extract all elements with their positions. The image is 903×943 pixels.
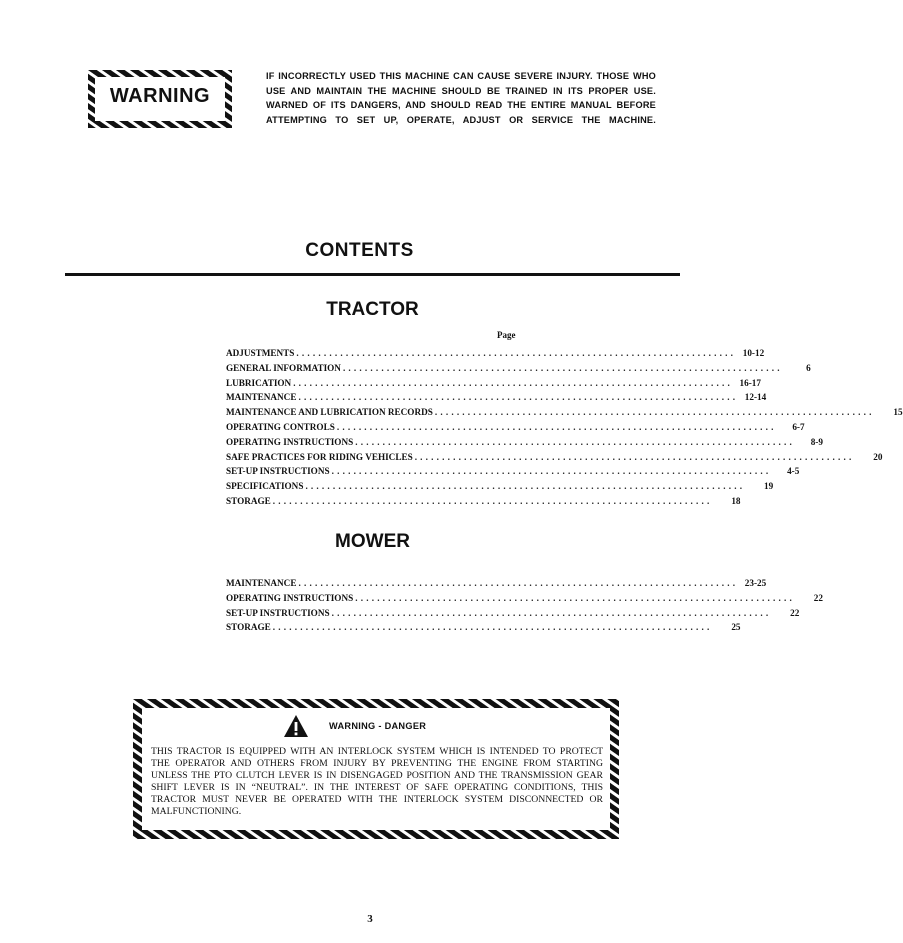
toc-entry — [226, 591, 823, 606]
toc-leader-dots: ................................................................................ — [355, 592, 795, 603]
warning-box — [88, 70, 232, 128]
tractor-section-title: TRACTOR — [326, 299, 419, 320]
toc-entry — [226, 479, 774, 494]
divider — [65, 273, 680, 276]
toc-entry-page: 20 — [873, 451, 883, 462]
toc-leader-dots: ................................................................................ — [336, 421, 777, 432]
toc-entry-label: OPERATING CONTROLS — [226, 421, 335, 432]
danger-text-line: MALFUNCTIONING. — [151, 806, 242, 817]
danger-box — [133, 699, 619, 839]
toc-leader-dots: ................................................................................ — [434, 407, 875, 418]
toc-entry — [226, 420, 805, 435]
warning-text-line: IF INCORRECTLY USED THIS MACHINE CAN CAUSE SEVERE INJURY. THOSE WHO — [266, 71, 656, 81]
toc-entry-label: LUBRICATION — [226, 377, 292, 388]
toc-entry — [226, 435, 823, 450]
toc-entry-page: 12-14 — [744, 392, 767, 403]
toc-entry-page: 15 — [893, 407, 903, 418]
toc-entry-label: ADJUSTMENTS — [226, 348, 295, 358]
toc-leader-dots: ................................................................................ — [272, 622, 713, 633]
warning-label: WARNING — [109, 85, 211, 107]
warning-text-line: USE AND MAINTAIN THE MACHINE SHOULD BE TRAINED IN ITS PROPER USE. — [266, 85, 656, 96]
toc-entry — [226, 494, 741, 509]
toc-leader-dots: ................................................................................ — [305, 481, 746, 492]
toc-entry — [226, 576, 767, 591]
contents-title: CONTENTS — [305, 240, 414, 261]
toc-leader-dots: ................................................................................ — [331, 607, 772, 618]
toc-entry-page: 19 — [764, 481, 774, 492]
toc-entry — [226, 361, 811, 376]
toc-leader-dots: ................................................................................ — [296, 348, 737, 358]
toc-entry-label: SPECIFICATIONS — [226, 481, 304, 492]
toc-entry-label: OPERATING INSTRUCTIONS — [226, 436, 354, 447]
toc-entry-page: 10-12 — [742, 348, 765, 358]
warning-text-line: ATTEMPTING TO SET UP, OPERATE, ADJUST OR SERVICE THE MACHINE. — [266, 114, 656, 125]
toc-entry — [226, 450, 883, 465]
toc-entry-page: 4-5 — [787, 466, 800, 477]
page-number: 3 — [367, 913, 373, 925]
toc-entry — [226, 346, 765, 361]
toc-entry-page: 6 — [806, 362, 811, 373]
toc-leader-dots: ................................................................................ — [342, 362, 783, 373]
toc-entry-page: 6-7 — [792, 421, 805, 432]
toc-leader-dots: ................................................................................ — [355, 436, 795, 447]
toc-leader-dots: ................................................................................ — [298, 578, 739, 588]
toc-entry-page: 22 — [790, 607, 800, 618]
danger-text-line: THIS TRACTOR IS EQUIPPED WITH AN INTERLOCK SYSTEM WHICH IS INTENDED TO PROTECT — [151, 746, 603, 757]
toc-entry-label: SET-UP INSTRUCTIONS — [226, 466, 330, 477]
warning-text — [266, 69, 656, 127]
toc-entry-label: STORAGE — [226, 495, 271, 506]
toc-entry-page: 16-17 — [739, 377, 761, 388]
toc-entry — [226, 464, 800, 479]
toc-entry-label: GENERAL INFORMATION — [226, 362, 341, 373]
danger-text-line: SHIFT LEVER IS IN “NEUTRAL”. IN THE INTEREST OF SAFE OPERATING CONDITIONS, THIS — [151, 782, 603, 793]
danger-text-line: TRACTOR MUST NEVER BE OPERATED WITH THE INTERLOCK SYSTEM DISCONNECTED OR — [151, 794, 603, 805]
toc-leader-dots: ................................................................................ — [414, 451, 855, 462]
toc-entry-page: 23-25 — [744, 578, 767, 588]
toc-entry-label: MAINTENANCE — [226, 578, 297, 588]
toc-entry-page: 8-9 — [810, 436, 823, 447]
warning-text-line: WARNED OF ITS DANGERS, AND SHOULD READ THE ENTIRE MANUAL BEFORE — [266, 100, 656, 111]
tractor-toc-list — [226, 346, 903, 509]
danger-text-line: THE OPERATOR AND OTHERS FROM INJURY BY PREVENTING THE ENGINE FROM STARTING — [151, 758, 603, 769]
toc-entry-label: MAINTENANCE — [226, 392, 297, 403]
mower-section-title: MOWER — [335, 531, 410, 552]
warning-triangle-icon — [283, 714, 309, 738]
toc-entry — [226, 376, 761, 391]
page-column-header: Page — [497, 330, 516, 340]
toc-leader-dots: ................................................................................ — [293, 377, 733, 388]
toc-entry-label: STORAGE — [226, 622, 271, 633]
toc-leader-dots: ................................................................................ — [272, 495, 713, 506]
toc-entry-page: 18 — [731, 495, 741, 506]
danger-title: WARNING - DANGER — [329, 721, 427, 731]
toc-entry — [226, 606, 800, 621]
toc-entry — [226, 390, 767, 405]
toc-entry-label: OPERATING INSTRUCTIONS — [226, 592, 354, 603]
toc-entry-page: 25 — [731, 622, 741, 633]
danger-header — [283, 714, 426, 738]
toc-entry-label: MAINTENANCE AND LUBRICATION RECORDS — [226, 407, 433, 418]
toc-entry-label: SET-UP INSTRUCTIONS — [226, 607, 330, 618]
toc-entry-label: SAFE PRACTICES FOR RIDING VEHICLES — [226, 451, 413, 462]
toc-entry — [226, 405, 903, 420]
toc-leader-dots: ................................................................................ — [331, 466, 772, 477]
toc-entry-page: 22 — [813, 592, 823, 603]
toc-leader-dots: ................................................................................ — [298, 392, 739, 403]
mower-toc-list — [226, 576, 823, 635]
danger-text — [151, 746, 603, 818]
danger-text-line: UNLESS THE PTO CLUTCH LEVER IS IN DISENGAGED POSITION AND THE TRANSMISSION GEAR — [151, 770, 603, 781]
toc-entry — [226, 620, 741, 635]
